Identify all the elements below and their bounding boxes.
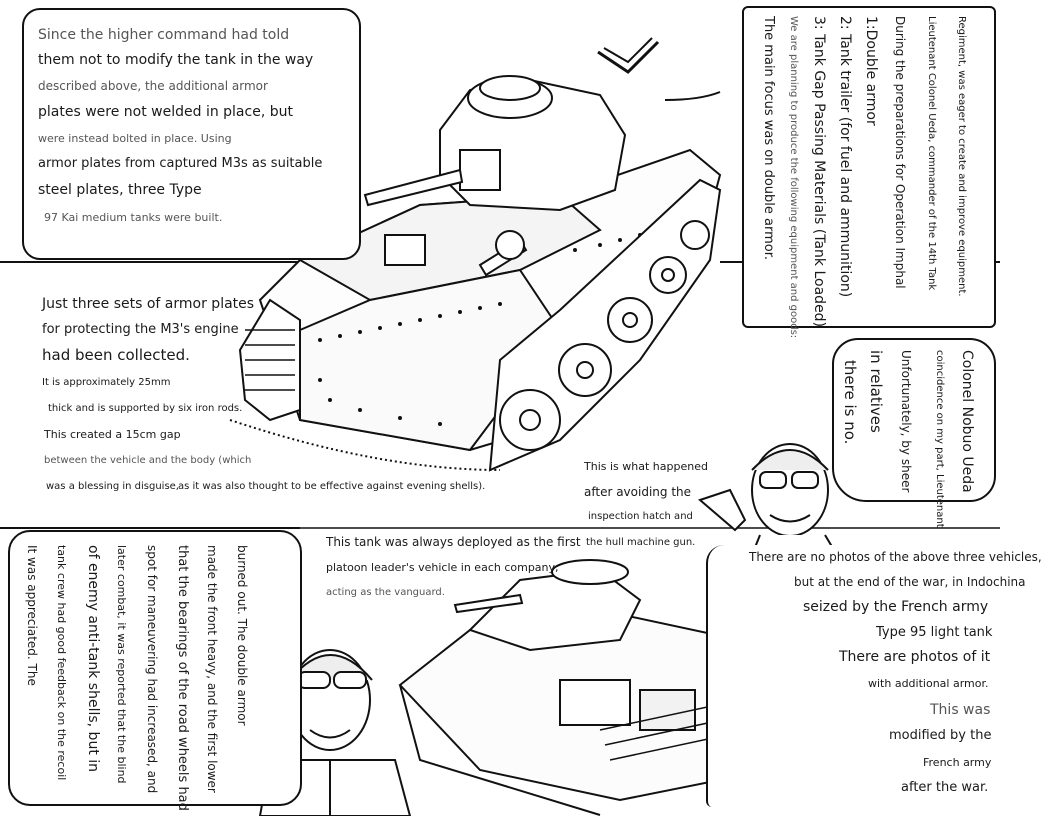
text-column: 3: Tank Gap Passing Materials (Tank Loaded) bbox=[811, 16, 827, 328]
text-line: described above, the additional armor bbox=[38, 79, 268, 93]
text-line: platoon leader's vehicle in each company, bbox=[326, 561, 559, 574]
text-line: Just three sets of armor plates bbox=[42, 296, 255, 312]
text-line: French army bbox=[923, 756, 992, 769]
text-column: there is no. bbox=[841, 360, 859, 445]
text-line: were instead bolted in place. Using bbox=[38, 132, 232, 145]
text-column: in relatives bbox=[867, 350, 885, 433]
text-line: There are no photos of the above three vehicles, bbox=[749, 550, 1042, 564]
text-line: between the vehicle and the body (which bbox=[44, 455, 252, 466]
text-column: Colonel Nobuo Ueda bbox=[959, 350, 975, 493]
text-line: This created a 15cm gap bbox=[44, 428, 181, 441]
text-line: This is what happened bbox=[584, 460, 708, 473]
text-line: had been collected. bbox=[42, 346, 190, 364]
text-line: inspection hatch and bbox=[588, 511, 693, 522]
text-line: for protecting the M3's engine bbox=[42, 322, 239, 337]
text-line: them not to modify the tank in the way bbox=[38, 52, 314, 68]
text-column: tank crew had good feedback on the recoil bbox=[55, 545, 68, 781]
text-line: 97 Kai medium tanks were built. bbox=[44, 211, 223, 224]
text-line: acting as the vanguard. bbox=[326, 587, 445, 598]
text-column: The main focus was on double armor. bbox=[761, 16, 776, 260]
text-column: that the bearings of the road wheels had bbox=[175, 545, 190, 811]
text-line: armor plates from captured M3s as suitable bbox=[38, 156, 323, 171]
text-line: after avoiding the bbox=[584, 485, 692, 499]
text-column: During the preparations for Operation Imphal bbox=[893, 16, 907, 289]
pointer-arrow-icon bbox=[598, 42, 658, 72]
text-column: 1:Double armor bbox=[863, 16, 879, 126]
text-line: It is approximately 25mm bbox=[42, 377, 171, 388]
text-line: seized by the French army bbox=[803, 599, 989, 615]
text-line: Since the higher command had told bbox=[38, 27, 290, 43]
text-column: made the front heavy, and the first lower bbox=[205, 545, 219, 793]
text-line: with additional armor. bbox=[868, 677, 989, 690]
text-line: as it was also thought to be effective against evening shells). bbox=[178, 481, 486, 492]
text-column: It was appreciated. The bbox=[25, 545, 39, 686]
text-line: thick and is supported by six iron rods. bbox=[48, 403, 243, 414]
text-line: Type 95 light tank bbox=[876, 625, 993, 640]
text-column: later combat, it was reported that the blind bbox=[115, 545, 128, 784]
text-column: coincidence on my part, Lieutenant bbox=[934, 350, 945, 528]
text-column: We are planning to produce the following equipment and goods: bbox=[788, 16, 799, 339]
text-line: There are photos of it bbox=[839, 649, 991, 665]
text-column: Unfortunately, by sheer bbox=[899, 350, 913, 493]
text-line: plates were not welded in place, but bbox=[38, 104, 293, 120]
text-column: 2: Tank trailer (for fuel and ammunition) bbox=[837, 16, 853, 298]
text-line: modified by the bbox=[889, 728, 992, 743]
text-line: This was bbox=[930, 702, 991, 718]
text-line: but at the end of the war, in Indochina bbox=[794, 575, 1026, 589]
text-line: steel plates, three Type bbox=[38, 182, 202, 198]
text-line: This tank was always deployed as the first bbox=[326, 535, 581, 549]
text-column: of enemy anti-tank shells, but in bbox=[85, 545, 101, 773]
text-line: was a blessing in disguise, bbox=[46, 481, 179, 492]
text-column: Regiment, was eager to create and improve equipment. bbox=[956, 16, 967, 297]
text-column: spot for maneuvering had increased, and bbox=[145, 545, 159, 794]
colonel-character-illustration bbox=[700, 444, 840, 560]
text-column: burned out. The double armor bbox=[235, 545, 249, 726]
text-line: after the war. bbox=[901, 780, 989, 795]
text-column: Lieutenant Colonel Ueda, commander of the 14th Tank bbox=[926, 16, 937, 291]
text-line: the hull machine gun. bbox=[586, 537, 696, 548]
